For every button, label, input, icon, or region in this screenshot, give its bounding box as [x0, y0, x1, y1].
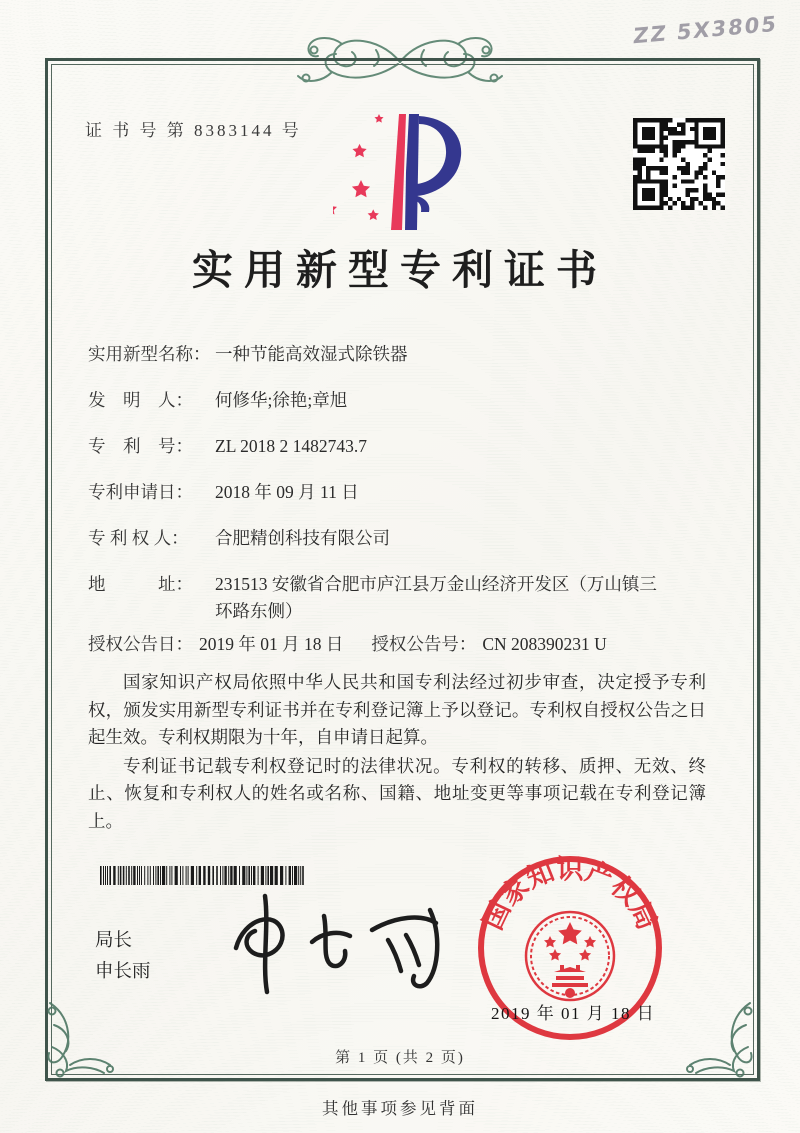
field-value: 合肥精创科技有限公司	[215, 528, 390, 548]
field-filing-date	[88, 479, 673, 506]
grant-number-value: CN 208390231 U	[482, 634, 607, 654]
grant-row	[88, 631, 708, 657]
grant-number	[371, 631, 606, 657]
field-value: 2018 年 09 月 11 日	[215, 482, 359, 502]
field-label: 发 明 人：	[88, 390, 193, 410]
grant-date	[88, 631, 343, 657]
seal-date: 2019 年 01 月 18 日	[491, 1004, 656, 1023]
field-label: 地 址：	[88, 574, 193, 594]
field-value: 一种节能高效湿式除铁器	[215, 344, 408, 364]
barcode	[100, 866, 306, 885]
officer-block	[95, 924, 151, 986]
field-value: 何修华;徐艳;章旭	[215, 390, 348, 410]
field-address	[88, 571, 673, 625]
grant-date-label: 授权公告日：	[88, 634, 193, 654]
certificate-number: 证 书 号 第 8383144 号	[85, 121, 302, 140]
field-label: 专 利 号：	[88, 436, 193, 456]
field-label: 专 利 权 人：	[88, 528, 189, 548]
field-patentee	[88, 525, 673, 552]
officer-title: 局长	[95, 929, 133, 950]
field-patent-number	[88, 433, 673, 460]
certificate-title: 实用新型专利证书	[192, 247, 608, 293]
grant-number-label: 授权公告号：	[371, 634, 477, 654]
field-value: 231513 安徽省合肥市庐江县万金山经济开发区（万山镇三环路东侧）	[215, 574, 657, 621]
handwritten-annotation: ZZ 5X3805	[632, 11, 779, 49]
seal-national-emblem	[544, 922, 596, 998]
seal-text: 国家知识产权局	[477, 854, 663, 935]
cnipa-logo-icon	[333, 108, 467, 236]
reverse-side-note: 其他事项参见背面	[322, 1099, 478, 1118]
legal-text	[88, 669, 706, 836]
field-label: 实用新型名称：	[88, 344, 211, 364]
field-list	[88, 341, 673, 644]
field-inventors	[88, 387, 673, 414]
page-number: 第 1 页 (共 2 页)	[335, 1050, 465, 1066]
legal-paragraph-1: 国家知识产权局依照中华人民共和国专利法经过初步审查，决定授予专利权，颁发实用新型专利证书并在专利登记簿上予以登记。专利权自授权公告之日起生效。专利权期限为十年，自申请日起算。	[88, 672, 706, 747]
field-label: 专利申请日：	[88, 482, 193, 502]
field-utility-name	[88, 341, 673, 368]
officer-name: 申长雨	[95, 960, 151, 981]
director-signature	[208, 886, 448, 1001]
grant-date-value: 2019 年 01 月 18 日	[199, 634, 344, 654]
field-value: ZL 2018 2 1482743.7	[215, 436, 367, 456]
legal-paragraph-2: 专利证书记载专利权登记时的法律状况。专利权的转移、质押、无效、终止、恢复和专利权人的姓名或名称、国籍、地址变更等事项记载在专利登记簿上。	[88, 755, 706, 831]
qr-code	[633, 118, 725, 210]
